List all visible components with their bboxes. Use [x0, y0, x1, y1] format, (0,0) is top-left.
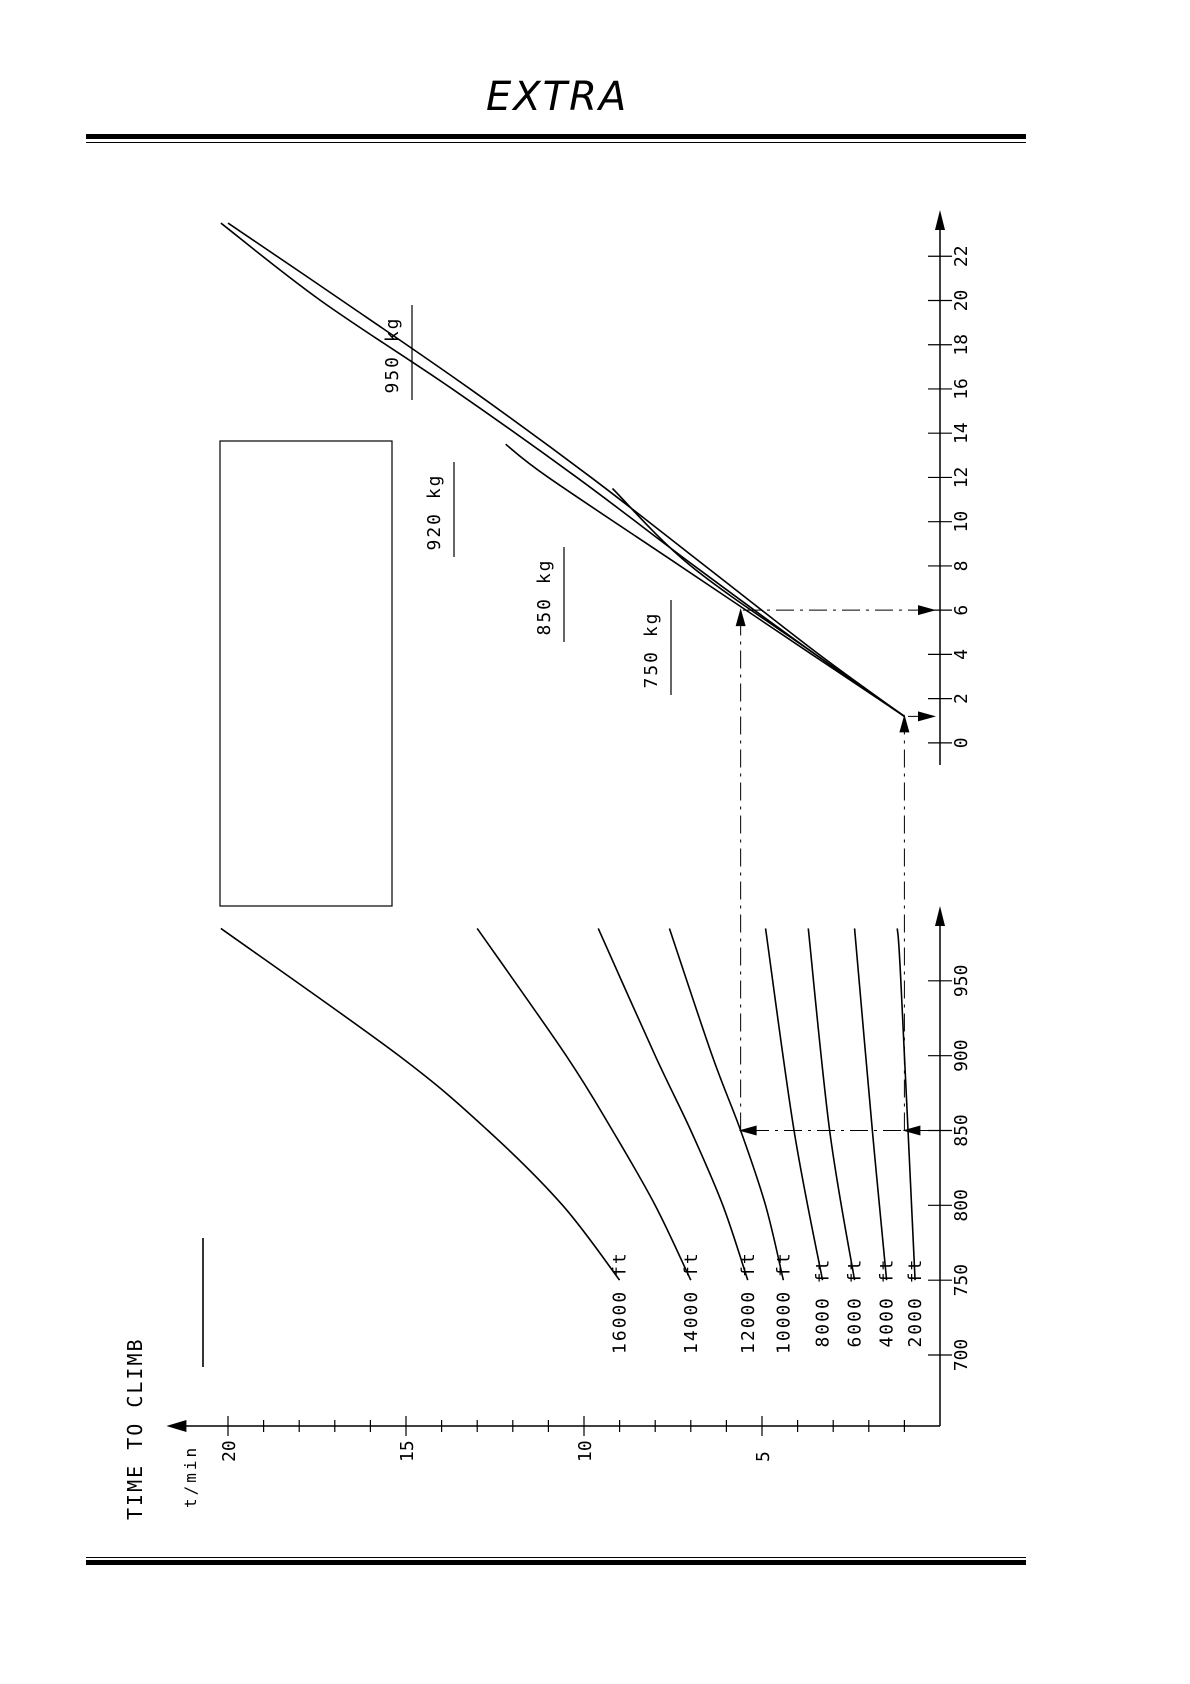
chart-labels	[219, 245, 972, 1462]
altitude-curve-14000ft	[477, 928, 691, 1280]
temperature-panel-tick-label: 18	[951, 333, 972, 356]
example-arrow-icon	[918, 711, 936, 721]
weight-panel-tick-label: 700	[951, 1338, 972, 1372]
example-arrow-icon	[902, 1126, 920, 1136]
temperature-panel-tick-label: 8	[951, 560, 972, 572]
altitude-label-4000ft: 4000 ft	[876, 1257, 898, 1348]
weight-panel-tick-label: 950	[951, 964, 972, 998]
altitude-curve-6000ft	[808, 928, 854, 1280]
extra-logo: EXTRA	[486, 74, 629, 120]
temperature-panel-tick-label: 16	[951, 378, 972, 400]
example-arrow-icon	[899, 714, 909, 732]
altitude-curve-2000ft	[897, 928, 915, 1280]
altitude-curve-4000ft	[855, 928, 887, 1280]
example-arrow-icon	[918, 605, 936, 615]
weight-panel-tick-label: 900	[951, 1039, 972, 1072]
weight-label-950kg: 950 kg	[382, 316, 403, 394]
temperature-panel-tick-label: 12	[951, 466, 972, 489]
temperature-panel-tick-label: 14	[951, 422, 972, 445]
altitude-label-2000ft: 2000 ft	[905, 1257, 927, 1348]
weight-panel-tick-label: 850	[951, 1114, 972, 1147]
temperature-panel-tick-label: 4	[951, 648, 972, 660]
temperature-panel-tick-label: 10	[951, 510, 972, 533]
temperature-panel-tick-label: 6	[951, 604, 972, 616]
example-path	[736, 605, 936, 1135]
y-axis-label: t/min	[181, 1444, 200, 1508]
altitude-label-10000ft: 10000 ft	[773, 1251, 795, 1354]
chart-axes	[166, 210, 952, 1436]
altitude-curve-12000ft	[598, 928, 748, 1280]
weight-panel-axis-arrow-icon	[935, 906, 945, 926]
altitude-label-14000ft: 14000 ft	[680, 1251, 702, 1354]
temperature-panel-axis-arrow-icon	[935, 210, 945, 230]
weight-label-850kg: 850 kg	[534, 558, 555, 636]
altitude-curve-10000ft	[669, 928, 783, 1280]
footer-rule-thick	[86, 1560, 1026, 1565]
weight-label-920kg: 920 kg	[424, 473, 445, 551]
time-tick-label: 5	[753, 1451, 774, 1462]
altitude-label-12000ft: 12000 ft	[737, 1251, 759, 1354]
temperature-panel-tick-label: 22	[951, 245, 972, 268]
time-axis-arrow-icon	[166, 1420, 186, 1432]
altitude-label-6000ft: 6000 ft	[844, 1257, 866, 1348]
altitude-curve-16000ft	[221, 928, 620, 1280]
altitude-label-16000ft: 16000 ft	[609, 1251, 631, 1354]
chart-series	[221, 223, 915, 1280]
time-tick-label: 20	[219, 1440, 240, 1462]
footer-rule-thin	[86, 1557, 1026, 1558]
example-arrow-icon	[736, 608, 746, 626]
time-tick-label: 15	[397, 1440, 418, 1462]
temperature-panel-tick-label: 20	[951, 289, 972, 312]
weight-panel-tick-label: 750	[951, 1263, 972, 1297]
weight-label-750kg: 750 kg	[641, 611, 662, 689]
time-tick-label: 10	[575, 1440, 596, 1462]
altitude-label-8000ft: 8000 ft	[812, 1257, 834, 1348]
weight-panel-tick-label: 800	[951, 1189, 972, 1222]
chart-title: TIME TO CLIMB	[123, 1337, 147, 1520]
legend-box	[220, 441, 392, 906]
temperature-panel-tick-label: 0	[951, 737, 972, 749]
temperature-panel-tick-label: 2	[951, 693, 972, 705]
